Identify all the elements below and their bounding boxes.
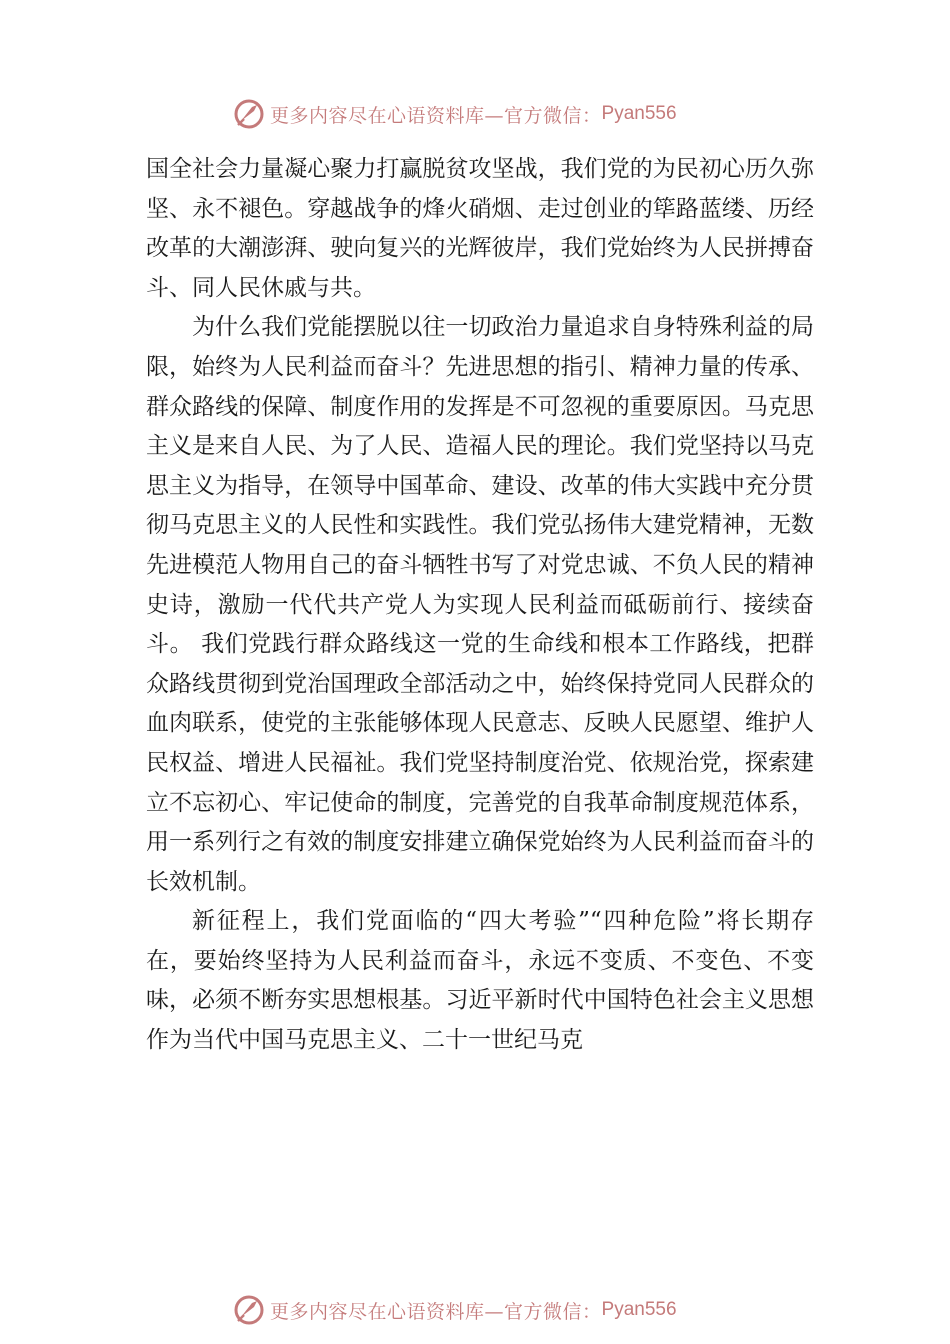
footer-banner xyxy=(232,1292,677,1328)
paragraph-2: 为什么我们党能摆脱以往一切政治力量追求自身特殊利益的局限，始终为人民利益而奋斗？先进思想的指引、精神力量的传承、群众路线的保障、制度作用的发挥是不可忽视的重要原因。马克思主义是来自人民、为了人民、造福人民的理论。我们党坚持以马克思主义为指导，在领导中国革命、建设、改革的伟大实践中充分贯彻马克思主义的人民性和实践性。我们党弘扬伟大建党精神，无数先进模范人物用自己的奋斗牺牲书写了对党忠诚、不负人民的精神史诗，激励一代代共产党人为实现人民利益而砥砺前行、接续奋斗。 我们党践行群众路线这一党的生命线和根本工作路线，把群众路线贯彻到党治国理政全部活动之中，始终保持党同人民群众的血肉联系，使党的主张能够体现人民意志、反映人民愿望、维护人民权益、增进人民福祉。我们党坚持制度治党、依规治党，探索建立不忘初心、牢记使命的制度，完善党的自我革命制度规范体系，用一系列行之有效的制度安排建立确保党始终为人民利益而奋斗的长效机制。 xyxy=(146,314,814,895)
header-banner-text: 更多内容尽在心语资料库—官方微信： xyxy=(270,104,602,127)
footer-banner-text: 更多内容尽在心语资料库—官方微信： xyxy=(270,1300,602,1323)
paragraph-3: 新征程上，我们党面临的“四大考验”“四种危险”将长期存在，要始终坚持为人民利益而奋斗，永远不变质、不变色、不变味，必须不断夯实思想根基。习近平新时代中国特色社会主义思想作为当代中国马克思主义、二十一世纪马克 xyxy=(146,908,814,1054)
header-banner-contact: Pyan556 xyxy=(601,103,677,124)
quill-logo-icon xyxy=(232,97,266,131)
document-body xyxy=(146,150,814,1061)
header-banner xyxy=(232,96,677,132)
quill-logo-icon xyxy=(232,1293,266,1327)
footer-banner-contact: Pyan556 xyxy=(601,1299,677,1320)
paragraph-1: 国全社会力量凝心聚力打赢脱贫攻坚战，我们党的为民初心历久弥坚、永不褪色。穿越战争的烽火硝烟、走过创业的筚路蓝缕、历经改革的大潮澎湃、驶向复兴的光辉彼岸，我们党始终为人民拼搏奋斗、同人民休戚与共。 xyxy=(146,156,814,301)
